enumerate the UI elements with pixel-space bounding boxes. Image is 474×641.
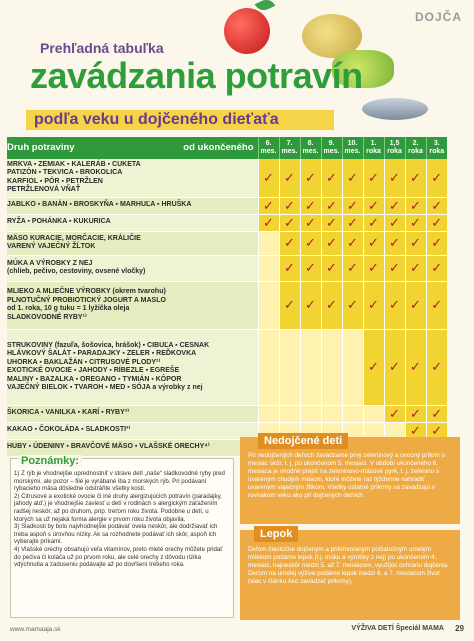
check-mark: ✓ xyxy=(405,255,426,281)
check-mark: ✓ xyxy=(321,281,342,329)
note-item: 3) Sladkosti by bolo najvhodnejšie podávať ovela neskôr, ale dodržiavať ich treba aspoň s úrovňou nízky. Ak sa rozhodnete podávať ich skôr, aspoň ich vyberajte príkami. xyxy=(14,523,218,546)
table-row xyxy=(7,405,447,422)
check-mark: ✓ xyxy=(426,197,447,214)
check-mark: ✓ xyxy=(384,159,405,197)
check-mark: ✓ xyxy=(363,214,384,231)
food-cell xyxy=(7,255,258,281)
empty-cell xyxy=(258,281,279,329)
table-row xyxy=(7,329,447,405)
food-line: HLÁVKOVÝ ŠALÁT ▪ PARADAJKY ▪ ZELER ▪ REĎKOVKA xyxy=(7,350,197,357)
food-line: SLADKOVODNÉ RYBY¹⁾ xyxy=(7,313,87,321)
food-line: (chlieb, pečivo, cestoviny, ovsené vločky) xyxy=(7,268,146,275)
check-mark: ✓ xyxy=(405,214,426,231)
empty-cell xyxy=(258,405,279,422)
header-col: 7. mes. xyxy=(279,137,300,159)
food-line: KARFIOL ▪ PÓR ▪ PETRŽLEN xyxy=(7,177,103,185)
table-row xyxy=(7,255,447,281)
empty-cell xyxy=(258,231,279,255)
food-cell xyxy=(7,197,258,214)
check-mark: ✓ xyxy=(384,231,405,255)
check-mark: ✓ xyxy=(342,214,363,231)
empty-cell xyxy=(279,329,300,405)
table-row xyxy=(7,214,447,231)
check-mark: ✓ xyxy=(405,422,426,439)
food-line: VAJEČNÝ BIELOK ▪ TVAROH ▪ MED ▪ SÓJA a výrobky z nej xyxy=(7,384,203,391)
food-line: od 1. roka, 10 g tuku = 1 lyžička oleja xyxy=(7,305,130,312)
food-line: PLNOTUČNÝ PROBIOTICKÝ JOGURT A MASLO xyxy=(7,296,166,304)
gluten-title: Lepok xyxy=(254,526,298,542)
check-mark: ✓ xyxy=(426,159,447,197)
title-line-3: podľa veku u dojčeného dieťaťa xyxy=(26,110,334,130)
check-mark: ✓ xyxy=(426,329,447,405)
check-mark: ✓ xyxy=(363,231,384,255)
food-line: HUBY ▪ ÚDENINY ▪ BRAVČOVÉ MÄSO ▪ VLAŠSKÉ ORECHY⁴⁾ xyxy=(7,443,210,451)
empty-cell xyxy=(321,405,342,422)
header-col: 1. roka xyxy=(363,137,384,159)
check-mark: ✓ xyxy=(300,159,321,197)
food-line: EXOTICKÉ OVOCIE ▪ JAHODY ▪ RÍBEZLE ▪ EGREŠE xyxy=(7,367,180,374)
check-mark: ✓ xyxy=(384,281,405,329)
check-mark: ✓ xyxy=(405,405,426,422)
food-line: PATIZÓN ▪ TEKVICA ▪ BROKOLICA xyxy=(7,169,123,177)
check-mark: ✓ xyxy=(426,214,447,231)
food-cell xyxy=(7,439,258,456)
apple-illustration xyxy=(224,8,270,54)
check-mark: ✓ xyxy=(363,159,384,197)
section-label: DOJČA xyxy=(414,10,462,24)
note-item: 4) Vlašské orechy obsahujú veľa vitamínov, preto mleté orechy môžete pridať do pečiva či koláča už po prvom roku, ale celé orechy z dôvodu rizika vdýchnutia a zaduseniu podávajte až po dovŕšení tretieho roka. xyxy=(14,545,223,569)
check-mark: ✓ xyxy=(321,255,342,281)
empty-cell xyxy=(258,329,279,405)
check-mark: ✓ xyxy=(279,255,300,281)
food-line: JABLKO ▪ BANÁN ▪ BROSKYŇA ▪ MARHUĽA ▪ HRUŠKA xyxy=(7,201,192,209)
table-row xyxy=(7,159,447,197)
empty-cell xyxy=(342,405,363,422)
food-cell xyxy=(7,422,258,439)
check-mark: ✓ xyxy=(405,231,426,255)
note-item: 1) Z rýb je vhodnejšie uprednostniť v strave detí „naše“ sladkovodné ryby pred morskými, ale pozor – filé je vyrábané iba z morských rýb. Pri podávaní rybacieho mäsa dôsledne odstráňte všetky kosti. xyxy=(14,470,225,493)
food-line: UHORKA ▪ BAKLAŽÁN ▪ CITRUSOVÉ PLODY²⁾ xyxy=(7,358,161,366)
food-line: KAKAO ▪ ČOKOLÁDA ▪ SLADKOSTI³⁾ xyxy=(7,426,131,434)
gluten-text: Defom čiastočne dojčeným a prikrmovaným počiatočným umelým mliekom podáme lepok (t.j. múku a výrobky z nej) po ukončenom 4. mesiaci, najneskôr medzi 5. až 7. mesiacom, využijúc ochranu dojčenia. Deťom na umelej výžive podáme lepok medzi 6. a 7. mesiacom život (viac v článku Ako zavádzať príkrmy). xyxy=(248,546,449,585)
check-mark: ✓ xyxy=(426,405,447,422)
header-col: 8. mes. xyxy=(300,137,321,159)
check-mark: ✓ xyxy=(300,197,321,214)
table-body xyxy=(7,159,447,456)
food-cell xyxy=(7,159,258,197)
check-mark: ✓ xyxy=(363,197,384,214)
food-cell xyxy=(7,329,258,405)
note-item: 2) Citrusové a exotické ovocie či iné druhy alergizujúcich potravín (paradajky, jahody atď.) je vhodnejšie zaviesť u detí v rodinách s alergickým zaťažením radšej neskôr, až po druhom, príp. treťom roku života. Podobne u detí, u ktorých sa už nejaká forma alergie v prvom roku života objavila. xyxy=(14,492,222,523)
empty-cell xyxy=(342,329,363,405)
check-mark: ✓ xyxy=(279,281,300,329)
non-breastfed-title: Nedojčené deti xyxy=(258,433,348,449)
empty-cell xyxy=(321,329,342,405)
footer-website: www.mamaaja.sk xyxy=(10,626,61,633)
food-cell xyxy=(7,405,258,422)
check-mark: ✓ xyxy=(384,197,405,214)
check-mark: ✓ xyxy=(426,255,447,281)
check-mark: ✓ xyxy=(300,231,321,255)
food-line: MALINY ▪ BAZALKA ▪ OREGANO ▪ TYMIÁN ▪ KÔPOR xyxy=(7,375,182,383)
food-line: STRUKOVINY (fazuľa, šošovica, hrášok) ▪ CIBUĽA ▪ CESNAK xyxy=(7,341,210,349)
food-line: MÄSO KURACIE, MORČACIE, KRÁLIČIE xyxy=(7,234,141,242)
check-mark: ✓ xyxy=(321,214,342,231)
check-mark: ✓ xyxy=(384,329,405,405)
check-mark: ✓ xyxy=(279,159,300,197)
check-mark: ✓ xyxy=(363,329,384,405)
check-mark: ✓ xyxy=(384,405,405,422)
check-mark: ✓ xyxy=(405,197,426,214)
check-mark: ✓ xyxy=(405,329,426,405)
food-line: MRKVA ▪ ZEMIAK ▪ KALERÁB ▪ CUKETA xyxy=(7,160,141,168)
check-mark: ✓ xyxy=(258,197,279,214)
check-mark: ✓ xyxy=(300,281,321,329)
check-mark: ✓ xyxy=(342,281,363,329)
fish-illustration xyxy=(362,98,428,120)
food-cell xyxy=(7,214,258,231)
check-mark: ✓ xyxy=(279,231,300,255)
table-row xyxy=(7,281,447,329)
food-line: ŠKORICA ▪ VANILKA ▪ KARÍ ▪ RYBY³⁾ xyxy=(7,409,130,417)
table-row xyxy=(7,231,447,255)
check-mark: ✓ xyxy=(405,281,426,329)
empty-cell xyxy=(279,405,300,422)
check-mark: ✓ xyxy=(342,231,363,255)
check-mark: ✓ xyxy=(321,197,342,214)
check-mark: ✓ xyxy=(363,255,384,281)
check-mark: ✓ xyxy=(321,159,342,197)
food-cell xyxy=(7,281,258,329)
footer-magazine: VÝŽIVA DETÍ Špeciál MAMA xyxy=(351,625,444,632)
check-mark: ✓ xyxy=(384,214,405,231)
check-mark: ✓ xyxy=(300,255,321,281)
table-header xyxy=(7,137,447,159)
empty-cell xyxy=(300,405,321,422)
header-col: 6. mes. xyxy=(258,137,279,159)
header-col: 10. mes. xyxy=(342,137,363,159)
notes-title: Poznámky: xyxy=(18,455,82,467)
header-col: 2. roka xyxy=(405,137,426,159)
empty-cell xyxy=(300,329,321,405)
header-col: 1,5 roka xyxy=(384,137,405,159)
food-line: VARENÝ VAJEČNÝ ŽĹTOK xyxy=(7,243,96,250)
empty-cell xyxy=(363,405,384,422)
food-line: RYŽA ▪ POHÁNKA ▪ KUKURICA xyxy=(7,218,111,226)
food-line: PETRŽLENOVÁ VŇAŤ xyxy=(7,186,81,194)
notes-list xyxy=(14,470,228,569)
header-col: 9. mes. xyxy=(321,137,342,159)
food-cell xyxy=(7,231,258,255)
title-line-2: zavádzania potravín xyxy=(30,55,363,96)
check-mark: ✓ xyxy=(384,255,405,281)
check-mark: ✓ xyxy=(321,231,342,255)
non-breastfed-text: Pri nedojčených deťoch zavádzame prvý zeleninový a ovocný príkrm o mesiac skôr, t. j. po ukončenom 5. mesiaci. V období ukončeného 6. mesiaca je vhodné prejsť na zeleninovo-mäsové pyré, t. j. zeleninu s uvareným chudým mäsom, ktoré môžete raz týždenne nahradiť uvareným vaječným žĺtkom. Všetky ostatné príkrmy sa zavádzajú v rovnakom veku ako pri dojčených deťoch. xyxy=(248,452,445,499)
check-mark: ✓ xyxy=(279,197,300,214)
check-mark: ✓ xyxy=(426,422,447,439)
check-mark: ✓ xyxy=(300,214,321,231)
check-mark: ✓ xyxy=(279,214,300,231)
check-mark: ✓ xyxy=(363,281,384,329)
check-mark: ✓ xyxy=(342,197,363,214)
check-mark: ✓ xyxy=(258,159,279,197)
header-food: Druh potraviny od ukončeného xyxy=(7,137,258,159)
check-mark: ✓ xyxy=(426,231,447,255)
food-introduction-table xyxy=(7,137,447,457)
food-line: MÚKA A VÝROBKY Z NEJ xyxy=(7,259,93,267)
check-mark: ✓ xyxy=(405,159,426,197)
check-mark: ✓ xyxy=(342,255,363,281)
food-line: MLIEKO A MLIEČNE VÝROBKY (okrem tvarohu) xyxy=(7,288,166,295)
header-col: 3. roka xyxy=(426,137,447,159)
page-number: 29 xyxy=(455,624,464,633)
check-mark: ✓ xyxy=(258,214,279,231)
empty-cell xyxy=(258,255,279,281)
title-line-1: Prehľadná tabuľka xyxy=(40,40,164,56)
table-row xyxy=(7,197,447,214)
check-mark: ✓ xyxy=(426,281,447,329)
check-mark: ✓ xyxy=(342,159,363,197)
